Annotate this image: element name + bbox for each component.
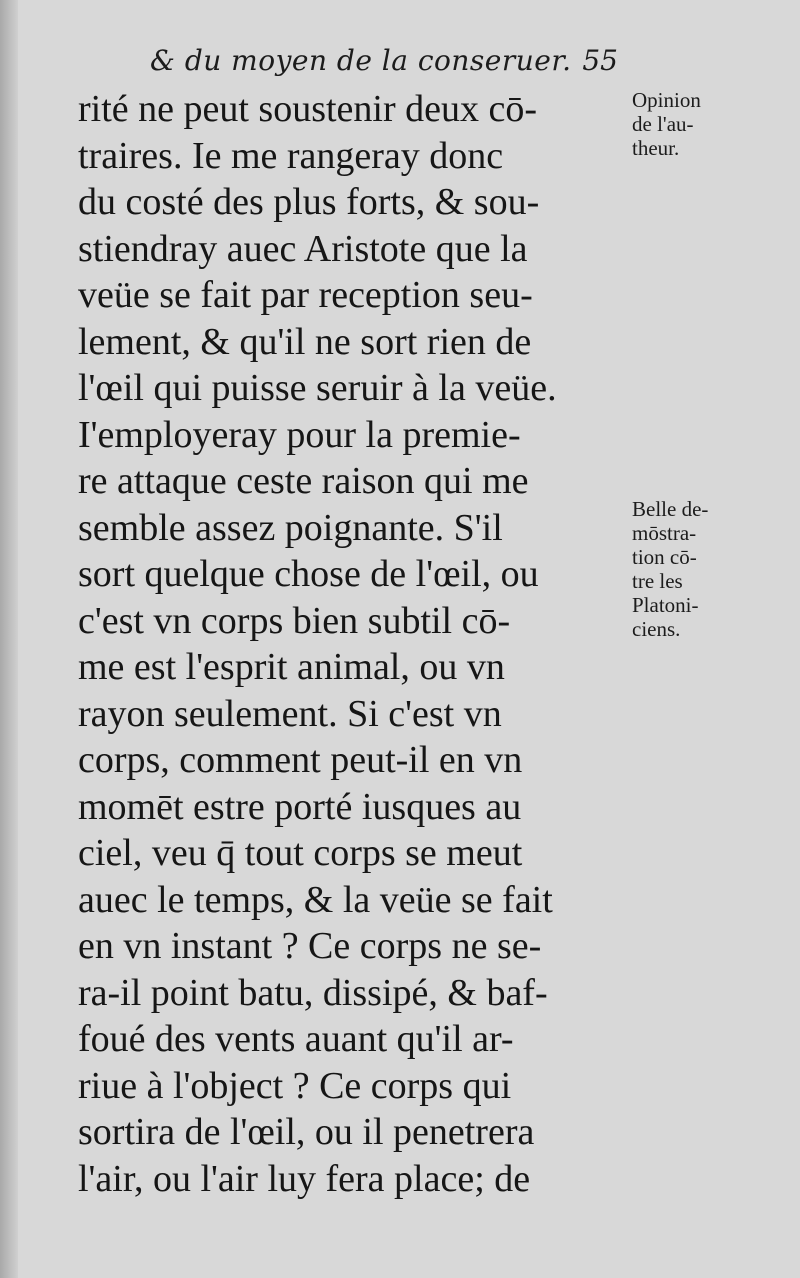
text-line: ra-il point batu, dissipé, & baf- — [78, 971, 548, 1014]
text-line: l'œil qui puisse seruir à la veüe. — [78, 367, 557, 409]
text-line: me est l'esprit animal, ou vn — [78, 646, 505, 688]
text-line: lement, & qu'il ne sort rien de — [78, 320, 532, 363]
text-line: ciel, veu q̄ tout corps se meut — [78, 832, 523, 874]
margin-note-line: tre les — [632, 569, 683, 593]
text-line: corps, comment peut-il en vn — [78, 739, 523, 781]
text-line: I'employeray pour la premie- — [78, 413, 521, 456]
margin-note-line: Belle de- — [632, 497, 709, 521]
margin-note-line: Opinion — [632, 88, 701, 112]
text-line: stiendray auec Aristote que la — [78, 227, 528, 270]
text-line: rité ne peut soustenir deux cō- — [78, 88, 538, 130]
margin-note-line: theur. — [632, 136, 680, 160]
margin-note-demonstration — [632, 497, 792, 641]
body-text — [78, 86, 638, 1202]
page-number: 55 — [582, 44, 618, 77]
text-line: en vn instant ? Ce corps ne se- — [78, 925, 542, 967]
text-line: du costé des plus forts, & sou- — [78, 181, 540, 223]
running-header — [150, 44, 630, 84]
text-line: l'air, ou l'air luy fera place; de — [78, 1157, 531, 1200]
text-line: c'est vn corps bien subtil cō- — [78, 599, 511, 642]
margin-note-line: Platoni- — [632, 593, 699, 617]
margin-note-line: mōstra- — [632, 521, 697, 545]
margin-note-line: ciens. — [632, 617, 681, 641]
text-line: re attaque ceste raison qui me — [78, 460, 529, 502]
text-line: auec le temps, & la veüe se fait — [78, 878, 553, 921]
text-line: sort quelque chose de l'œil, ou — [78, 553, 539, 595]
text-line: traires. Ie me rangeray donc — [78, 134, 504, 177]
text-line: semble assez poignante. S'il — [78, 506, 503, 549]
margin-note-line: de l'au- — [632, 112, 694, 136]
margin-note-author-opinion — [632, 88, 792, 160]
text-line: veüe se fait par reception seu- — [78, 274, 533, 316]
text-line: momēt estre porté iusques au — [78, 785, 522, 828]
text-line: foué des vents auant qu'il ar- — [78, 1018, 514, 1060]
text-line: sortira de l'œil, ou il penetrera — [78, 1111, 535, 1153]
text-line: riue à l'object ? Ce corps qui — [78, 1064, 512, 1107]
page-gutter — [0, 0, 18, 1278]
running-title: & du moyen de la conseruer. — [150, 44, 572, 77]
text-line: rayon seulement. Si c'est vn — [78, 692, 502, 735]
margin-note-line: tion cō- — [632, 545, 697, 569]
